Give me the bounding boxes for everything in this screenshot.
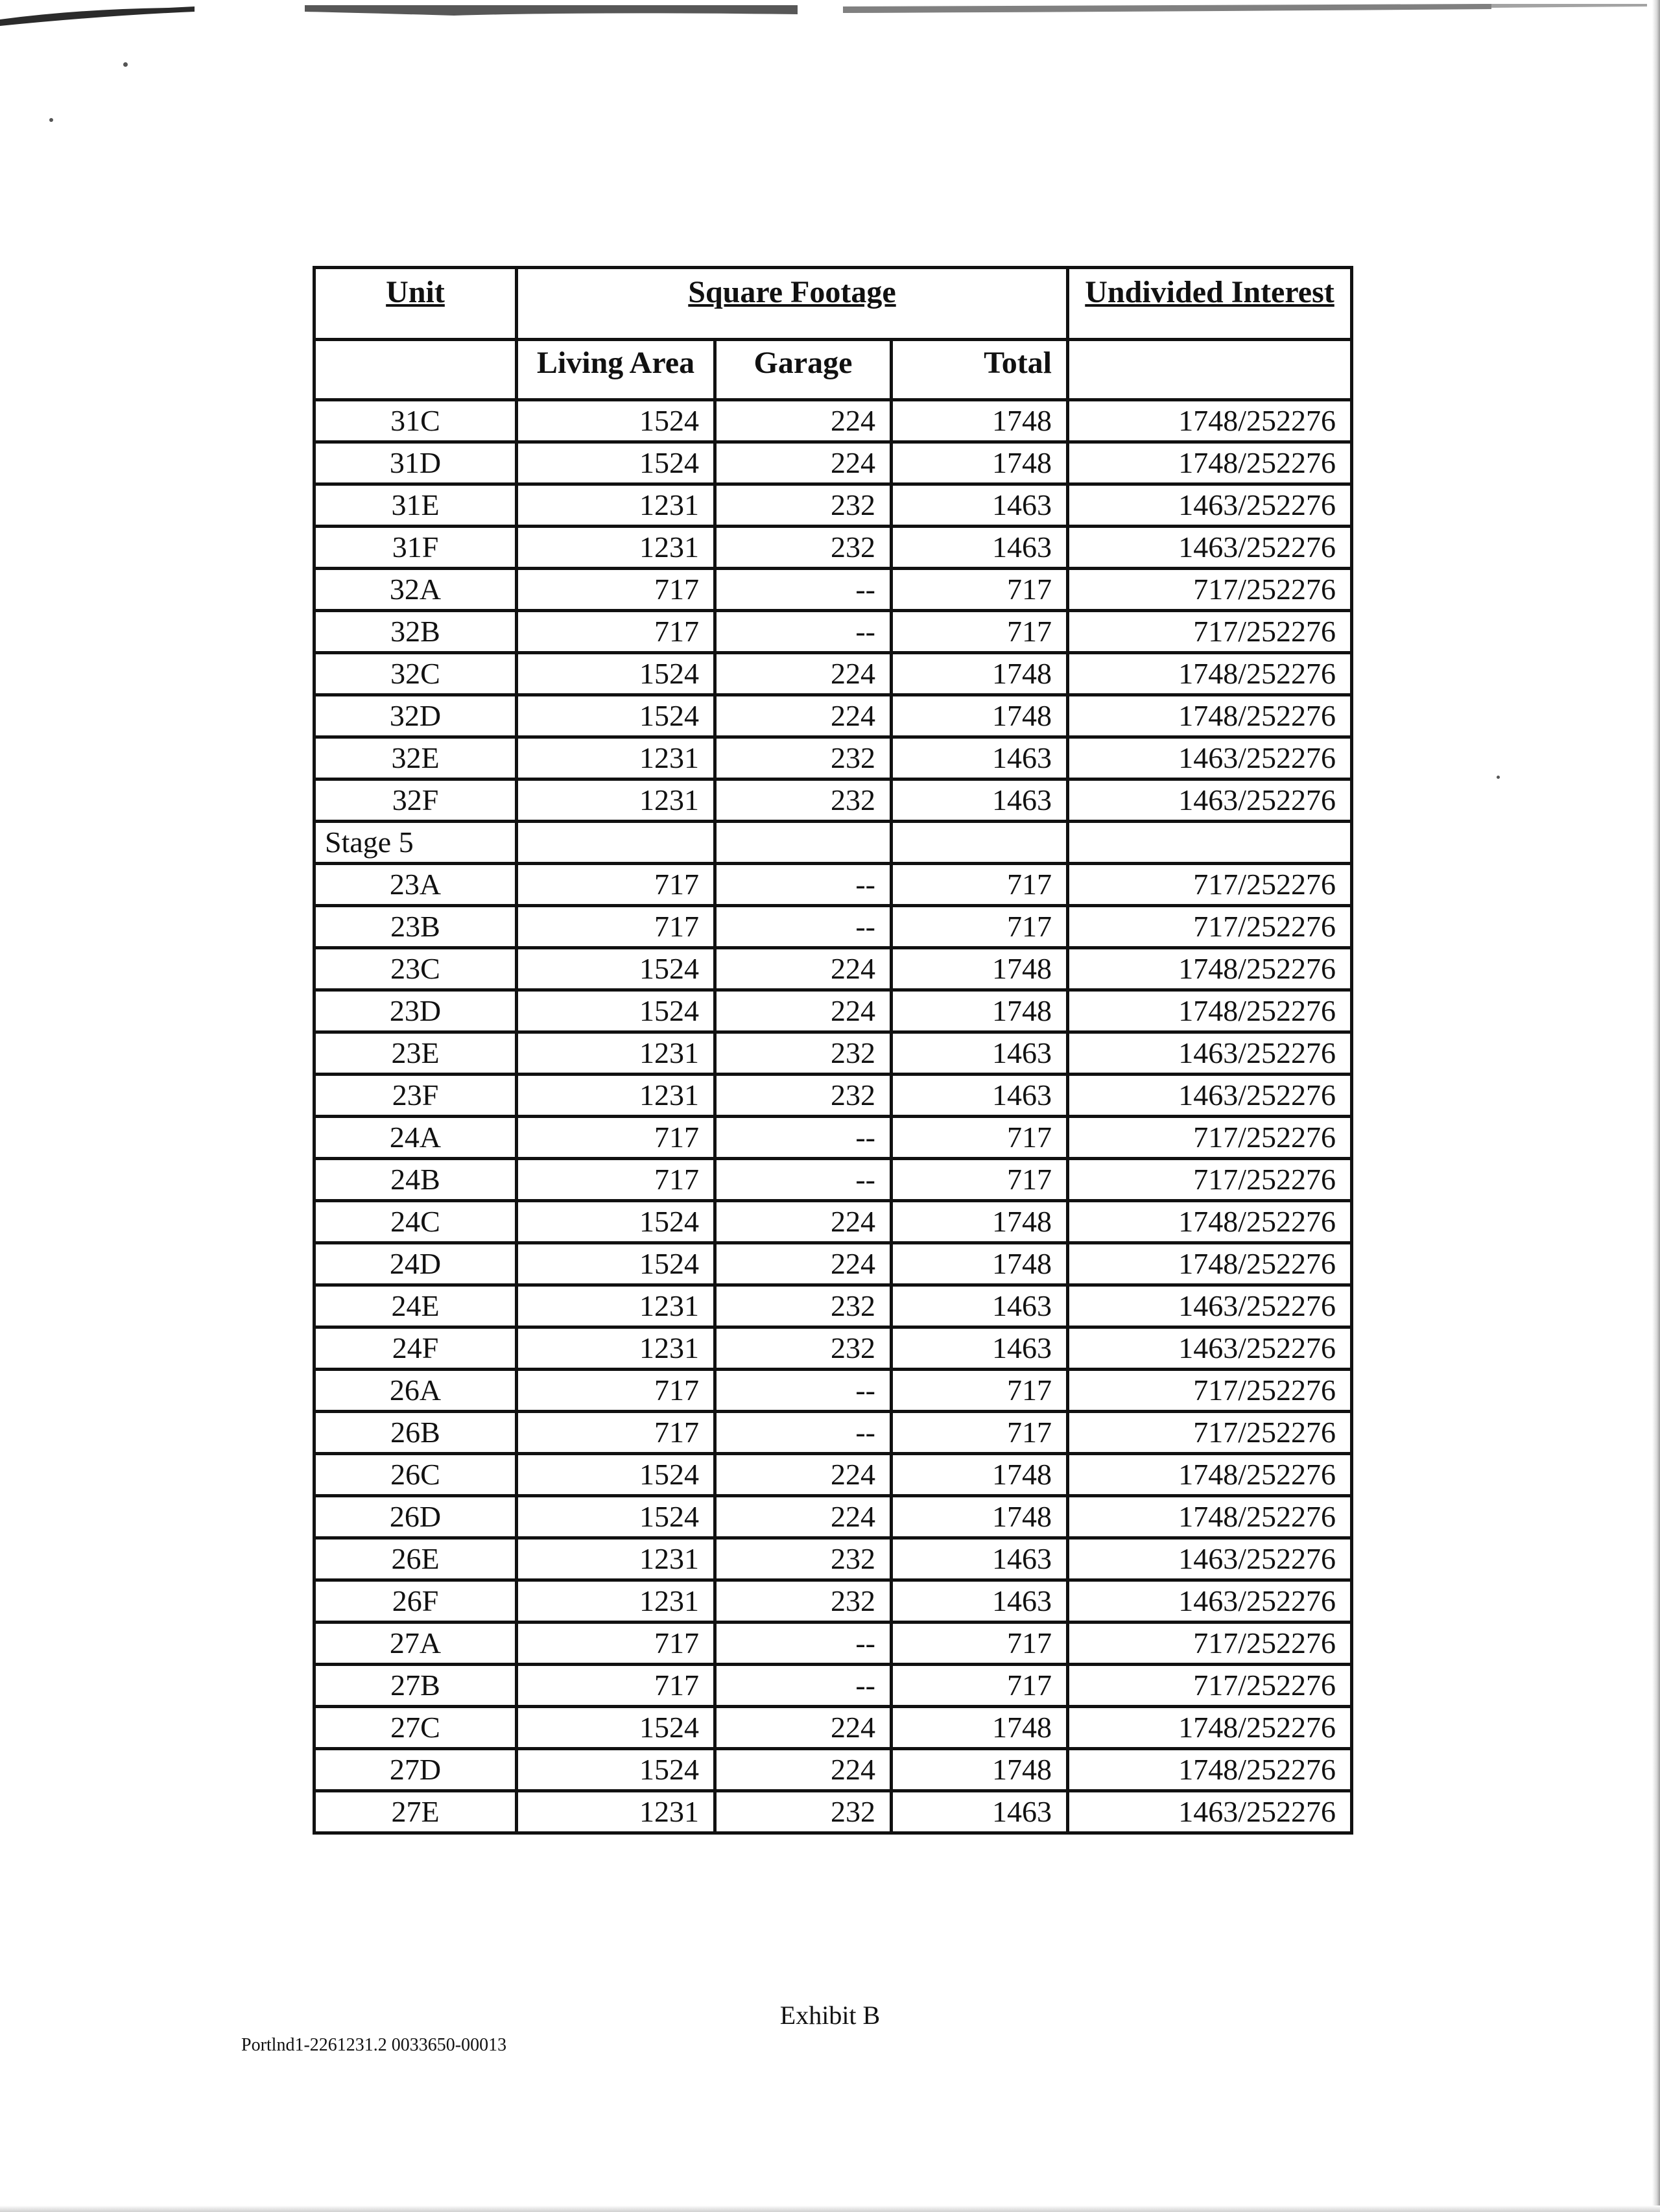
undivided-interest-cell: 1463/252276	[1068, 527, 1352, 569]
header-square-footage: Square Footage	[517, 268, 1068, 340]
undivided-interest-cell: 1748/252276	[1068, 1243, 1352, 1285]
undivided-interest-cell: 1748/252276	[1068, 990, 1352, 1032]
table-row	[314, 864, 1352, 906]
unit-table	[313, 266, 1353, 1835]
table-row	[314, 1707, 1352, 1749]
undivided-interest-cell: 1748/252276	[1068, 1454, 1352, 1496]
undivided-interest-cell: 1748/252276	[1068, 400, 1352, 442]
living-area-cell: 717	[517, 1412, 715, 1454]
table-row	[314, 1496, 1352, 1538]
unit-cell: 31F	[314, 527, 517, 569]
total-cell: 717	[892, 569, 1068, 611]
garage-cell: 232	[715, 779, 892, 822]
undivided-interest-cell: 717/252276	[1068, 569, 1352, 611]
undivided-interest-cell: 1748/252276	[1068, 1707, 1352, 1749]
living-area-cell: 717	[517, 1623, 715, 1665]
total-cell: 717	[892, 1665, 1068, 1707]
garage-cell: --	[715, 569, 892, 611]
living-area-cell: 1231	[517, 1791, 715, 1833]
undivided-interest-cell: 1748/252276	[1068, 442, 1352, 484]
living-area-cell: 717	[517, 569, 715, 611]
unit-cell: 32A	[314, 569, 517, 611]
table-row	[314, 484, 1352, 527]
header-total: Total	[892, 340, 1068, 400]
total-cell: 1463	[892, 779, 1068, 822]
undivided-interest-cell: 1463/252276	[1068, 1032, 1352, 1075]
undivided-interest-cell: 1748/252276	[1068, 948, 1352, 990]
undivided-interest-cell: 1748/252276	[1068, 1749, 1352, 1791]
undivided-interest-cell: 717/252276	[1068, 1623, 1352, 1665]
garage-cell: 224	[715, 1749, 892, 1791]
table-row	[314, 1665, 1352, 1707]
unit-cell: 26F	[314, 1580, 517, 1623]
header-interest-blank	[1068, 340, 1352, 400]
table-row	[314, 1117, 1352, 1159]
table-body-section-a	[314, 400, 1352, 822]
unit-table-container	[313, 266, 1350, 1835]
scan-edge-right	[1652, 0, 1660, 2212]
total-cell: 717	[892, 1370, 1068, 1412]
scan-speck	[49, 118, 53, 122]
unit-cell: 27B	[314, 1665, 517, 1707]
table-row	[314, 611, 1352, 653]
table-row	[314, 1285, 1352, 1327]
living-area-cell: 1231	[517, 1285, 715, 1327]
living-area-cell: 1524	[517, 1243, 715, 1285]
total-cell: 1463	[892, 1538, 1068, 1580]
living-area-cell: 1524	[517, 400, 715, 442]
table-row	[314, 948, 1352, 990]
living-area-cell: 1524	[517, 1454, 715, 1496]
stage-cell-blank	[1068, 822, 1352, 864]
garage-cell: --	[715, 1159, 892, 1201]
undivided-interest-cell: 717/252276	[1068, 611, 1352, 653]
unit-cell: 31C	[314, 400, 517, 442]
garage-cell: 232	[715, 1791, 892, 1833]
living-area-cell: 1231	[517, 1327, 715, 1370]
garage-cell: 232	[715, 527, 892, 569]
table-row	[314, 1749, 1352, 1791]
table-row	[314, 1623, 1352, 1665]
unit-cell: 27C	[314, 1707, 517, 1749]
living-area-cell: 1231	[517, 779, 715, 822]
table-body-section-b	[314, 864, 1352, 1833]
unit-cell: 32D	[314, 695, 517, 737]
document-id: Portlnd1-2261231.2 0033650-00013	[241, 2035, 507, 2055]
header-row-2	[314, 340, 1352, 400]
unit-cell: 26E	[314, 1538, 517, 1580]
header-living-area: Living Area	[517, 340, 715, 400]
table-row	[314, 442, 1352, 484]
undivided-interest-cell: 1463/252276	[1068, 1285, 1352, 1327]
living-area-cell: 1231	[517, 1075, 715, 1117]
garage-cell: 224	[715, 400, 892, 442]
living-area-cell: 1231	[517, 737, 715, 779]
garage-cell: --	[715, 1412, 892, 1454]
total-cell: 1748	[892, 442, 1068, 484]
header-unit-blank	[314, 340, 517, 400]
living-area-cell: 1231	[517, 1580, 715, 1623]
living-area-cell: 1524	[517, 1707, 715, 1749]
undivided-interest-cell: 717/252276	[1068, 1370, 1352, 1412]
unit-cell: 24B	[314, 1159, 517, 1201]
garage-cell: 232	[715, 1538, 892, 1580]
table-row	[314, 653, 1352, 695]
garage-cell: 232	[715, 1032, 892, 1075]
unit-cell: 23B	[314, 906, 517, 948]
stage-cell-blank	[517, 822, 715, 864]
living-area-cell: 717	[517, 1159, 715, 1201]
total-cell: 1748	[892, 1243, 1068, 1285]
undivided-interest-cell: 1463/252276	[1068, 1075, 1352, 1117]
table-row	[314, 1791, 1352, 1833]
unit-cell: 32C	[314, 653, 517, 695]
scan-speck	[123, 62, 128, 67]
total-cell: 717	[892, 906, 1068, 948]
table-row	[314, 737, 1352, 779]
total-cell: 717	[892, 611, 1068, 653]
garage-cell: 224	[715, 1243, 892, 1285]
living-area-cell: 717	[517, 611, 715, 653]
garage-cell: 224	[715, 1201, 892, 1243]
unit-cell: 23C	[314, 948, 517, 990]
undivided-interest-cell: 1463/252276	[1068, 779, 1352, 822]
table-row	[314, 1243, 1352, 1285]
table-row	[314, 1032, 1352, 1075]
garage-cell: --	[715, 1623, 892, 1665]
total-cell: 717	[892, 1412, 1068, 1454]
total-cell: 1463	[892, 1791, 1068, 1833]
undivided-interest-cell: 1463/252276	[1068, 1580, 1352, 1623]
unit-cell: 24F	[314, 1327, 517, 1370]
unit-cell: 32F	[314, 779, 517, 822]
garage-cell: 232	[715, 737, 892, 779]
total-cell: 1463	[892, 1075, 1068, 1117]
total-cell: 1748	[892, 1496, 1068, 1538]
stage-cell-blank	[715, 822, 892, 864]
header-unit: Unit	[314, 268, 517, 340]
living-area-cell: 1524	[517, 948, 715, 990]
stage-cell-blank	[892, 822, 1068, 864]
living-area-cell: 717	[517, 864, 715, 906]
total-cell: 717	[892, 1159, 1068, 1201]
table-row	[314, 1454, 1352, 1496]
unit-cell: 27A	[314, 1623, 517, 1665]
total-cell: 1463	[892, 737, 1068, 779]
garage-cell: 232	[715, 1580, 892, 1623]
living-area-cell: 1524	[517, 1201, 715, 1243]
total-cell: 1748	[892, 1454, 1068, 1496]
table-row	[314, 1412, 1352, 1454]
garage-cell: --	[715, 1117, 892, 1159]
living-area-cell: 1524	[517, 653, 715, 695]
unit-cell: 23A	[314, 864, 517, 906]
unit-cell: 24C	[314, 1201, 517, 1243]
total-cell: 1463	[892, 527, 1068, 569]
living-area-cell: 717	[517, 1665, 715, 1707]
header-row-1	[314, 268, 1352, 340]
living-area-cell: 1524	[517, 990, 715, 1032]
undivided-interest-cell: 717/252276	[1068, 1665, 1352, 1707]
table-row	[314, 1370, 1352, 1412]
garage-cell: 224	[715, 695, 892, 737]
header-undivided-interest: Undivided Interest	[1068, 268, 1352, 340]
unit-cell: 24D	[314, 1243, 517, 1285]
undivided-interest-cell: 1748/252276	[1068, 1201, 1352, 1243]
unit-cell: 26B	[314, 1412, 517, 1454]
garage-cell: 224	[715, 948, 892, 990]
living-area-cell: 1231	[517, 1538, 715, 1580]
unit-cell: 26A	[314, 1370, 517, 1412]
table-row	[314, 569, 1352, 611]
garage-cell: 224	[715, 1496, 892, 1538]
living-area-cell: 1231	[517, 484, 715, 527]
stage-label: Stage 5	[314, 822, 517, 864]
table-row	[314, 906, 1352, 948]
garage-cell: 232	[715, 484, 892, 527]
garage-cell: --	[715, 864, 892, 906]
total-cell: 1463	[892, 1032, 1068, 1075]
living-area-cell: 1524	[517, 1749, 715, 1791]
garage-cell: 232	[715, 1327, 892, 1370]
table-row	[314, 1538, 1352, 1580]
unit-cell: 31E	[314, 484, 517, 527]
garage-cell: 232	[715, 1075, 892, 1117]
undivided-interest-cell: 717/252276	[1068, 1412, 1352, 1454]
living-area-cell: 1231	[517, 527, 715, 569]
unit-cell: 32B	[314, 611, 517, 653]
total-cell: 1463	[892, 484, 1068, 527]
living-area-cell: 1524	[517, 442, 715, 484]
living-area-cell: 717	[517, 906, 715, 948]
scan-edge-bottom	[0, 2206, 1660, 2212]
exhibit-label: Exhibit B	[779, 2001, 881, 2030]
table-row	[314, 400, 1352, 442]
scan-edge-top	[0, 0, 1660, 29]
garage-cell: 224	[715, 990, 892, 1032]
undivided-interest-cell: 1748/252276	[1068, 653, 1352, 695]
garage-cell: --	[715, 906, 892, 948]
garage-cell: --	[715, 1370, 892, 1412]
total-cell: 1463	[892, 1327, 1068, 1370]
undivided-interest-cell: 1463/252276	[1068, 737, 1352, 779]
garage-cell: --	[715, 1665, 892, 1707]
stage-row-group	[314, 822, 1352, 864]
undivided-interest-cell: 1463/252276	[1068, 484, 1352, 527]
header-garage: Garage	[715, 340, 892, 400]
undivided-interest-cell: 1463/252276	[1068, 1791, 1352, 1833]
living-area-cell: 1524	[517, 1496, 715, 1538]
table-row	[314, 527, 1352, 569]
unit-cell: 32E	[314, 737, 517, 779]
undivided-interest-cell: 717/252276	[1068, 906, 1352, 948]
total-cell: 1748	[892, 948, 1068, 990]
garage-cell: 224	[715, 442, 892, 484]
table-row	[314, 695, 1352, 737]
table-row	[314, 990, 1352, 1032]
undivided-interest-cell: 717/252276	[1068, 864, 1352, 906]
table-row	[314, 779, 1352, 822]
unit-cell: 24A	[314, 1117, 517, 1159]
garage-cell: --	[715, 611, 892, 653]
undivided-interest-cell: 1748/252276	[1068, 695, 1352, 737]
unit-cell: 31D	[314, 442, 517, 484]
total-cell: 1748	[892, 400, 1068, 442]
undivided-interest-cell: 717/252276	[1068, 1159, 1352, 1201]
total-cell: 1463	[892, 1580, 1068, 1623]
total-cell: 1748	[892, 695, 1068, 737]
unit-cell: 27D	[314, 1749, 517, 1791]
unit-cell: 26C	[314, 1454, 517, 1496]
total-cell: 717	[892, 864, 1068, 906]
total-cell: 717	[892, 1623, 1068, 1665]
undivided-interest-cell: 1463/252276	[1068, 1538, 1352, 1580]
living-area-cell: 1524	[517, 695, 715, 737]
unit-cell: 26D	[314, 1496, 517, 1538]
table-row	[314, 1580, 1352, 1623]
undivided-interest-cell: 1463/252276	[1068, 1327, 1352, 1370]
undivided-interest-cell: 717/252276	[1068, 1117, 1352, 1159]
living-area-cell: 1231	[517, 1032, 715, 1075]
total-cell: 1748	[892, 1201, 1068, 1243]
garage-cell: 224	[715, 653, 892, 695]
unit-cell: 24E	[314, 1285, 517, 1327]
living-area-cell: 717	[517, 1370, 715, 1412]
garage-cell: 224	[715, 1454, 892, 1496]
unit-cell: 27E	[314, 1791, 517, 1833]
undivided-interest-cell: 1748/252276	[1068, 1496, 1352, 1538]
unit-cell: 23D	[314, 990, 517, 1032]
scan-speck	[1497, 776, 1500, 779]
unit-cell: 23F	[314, 1075, 517, 1117]
total-cell: 1463	[892, 1285, 1068, 1327]
total-cell: 1748	[892, 1707, 1068, 1749]
garage-cell: 224	[715, 1707, 892, 1749]
stage-row	[314, 822, 1352, 864]
unit-cell: 23E	[314, 1032, 517, 1075]
total-cell: 1748	[892, 990, 1068, 1032]
table-row	[314, 1327, 1352, 1370]
garage-cell: 232	[715, 1285, 892, 1327]
total-cell: 717	[892, 1117, 1068, 1159]
living-area-cell: 717	[517, 1117, 715, 1159]
table-row	[314, 1075, 1352, 1117]
table-row	[314, 1201, 1352, 1243]
total-cell: 1748	[892, 653, 1068, 695]
total-cell: 1748	[892, 1749, 1068, 1791]
table-row	[314, 1159, 1352, 1201]
